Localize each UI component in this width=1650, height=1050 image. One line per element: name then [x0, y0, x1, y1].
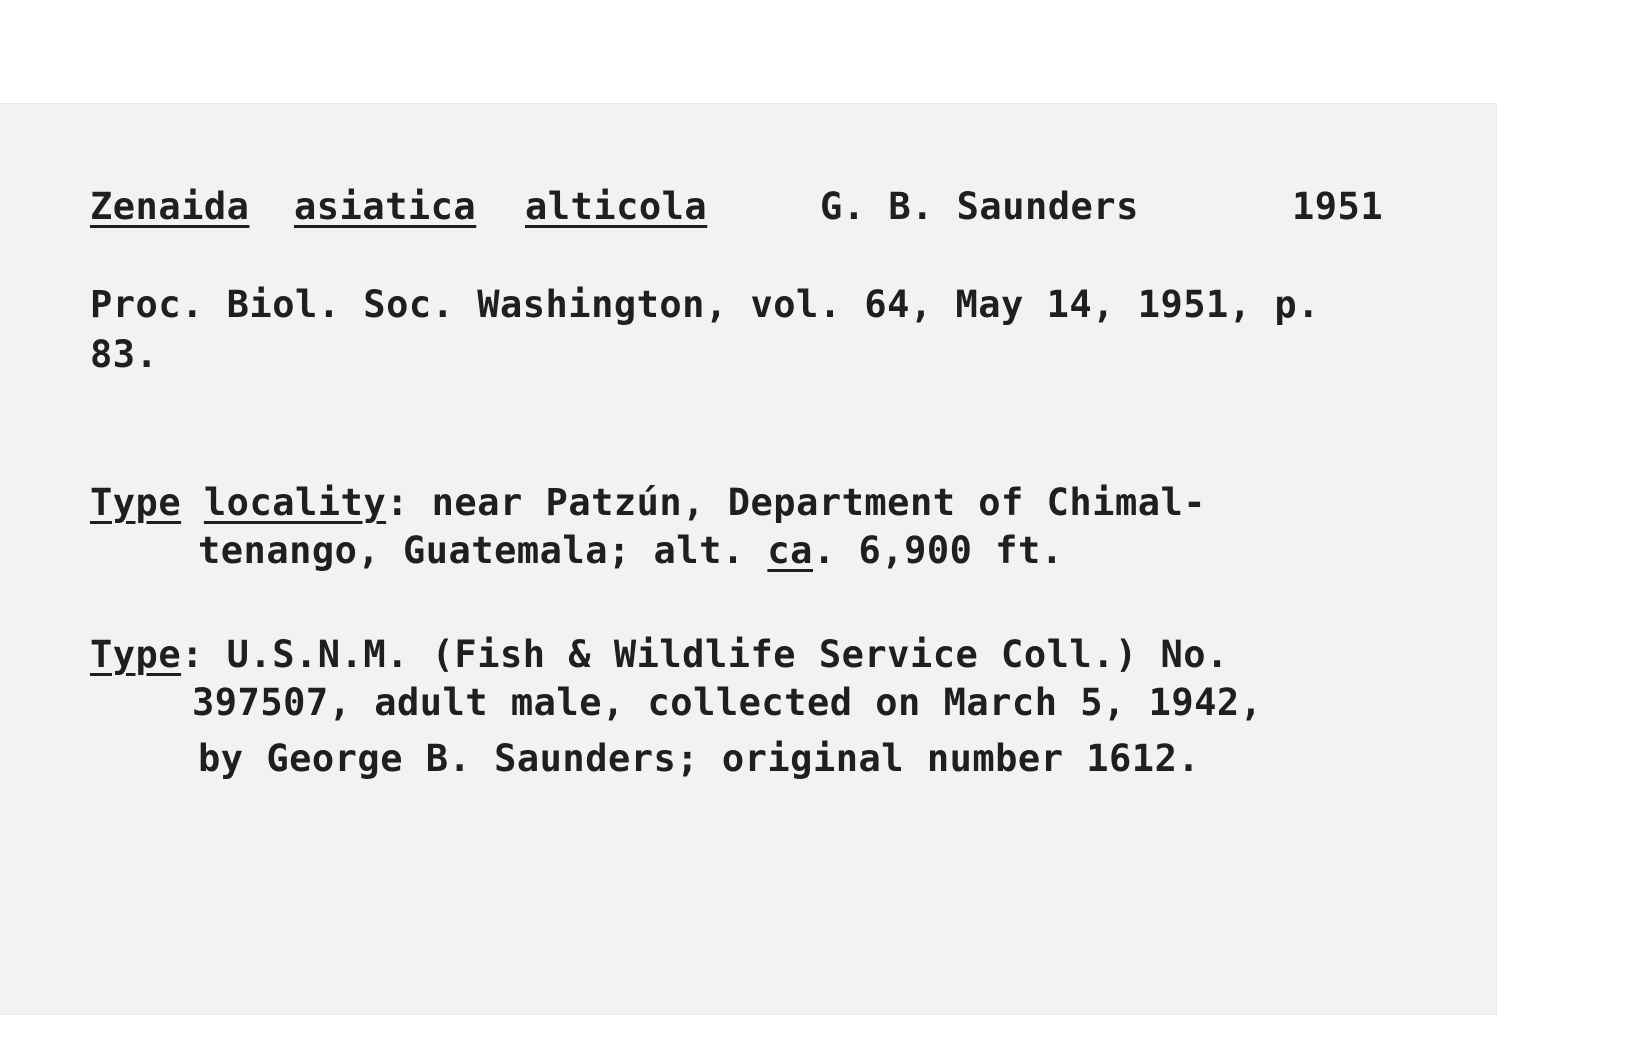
type-locality-text: : near Patzún, Department of Chimal-	[386, 481, 1207, 524]
type-line-1	[90, 633, 1229, 676]
type-locality-label-type: Type	[90, 481, 182, 524]
author-name: G. B. Saunders	[820, 185, 1139, 228]
type-line-3: by George B. Saunders; original number 1612.	[198, 737, 1201, 780]
citation-line-2: 83.	[90, 333, 159, 376]
subspecies-name: alticola	[525, 185, 708, 228]
citation-line-1: Proc. Biol. Soc. Washington, vol. 64, May 14, 1951, p.	[90, 283, 1320, 326]
type-label: Type	[90, 633, 182, 676]
card-text	[0, 104, 1496, 1014]
altitude-text: . 6,900 ft.	[812, 529, 1064, 572]
publication-year: 1951	[1292, 185, 1384, 228]
species-name: asiatica	[294, 185, 477, 228]
genus-name: Zenaida	[90, 185, 250, 228]
circa-abbreviation: ca	[767, 529, 813, 572]
type-line-2: 397507, adult male, collected on March 5, 1942,	[192, 681, 1263, 724]
type-locality-continuation: tenango, Guatemala; alt.	[198, 529, 768, 572]
type-locality-line-2	[198, 529, 1064, 572]
type-locality-line-1	[90, 481, 1207, 524]
type-text: : U.S.N.M. (Fish & Wildlife Service Coll.) No.	[181, 633, 1229, 676]
index-card	[0, 104, 1496, 1014]
type-locality-label-locality: locality	[203, 481, 387, 524]
